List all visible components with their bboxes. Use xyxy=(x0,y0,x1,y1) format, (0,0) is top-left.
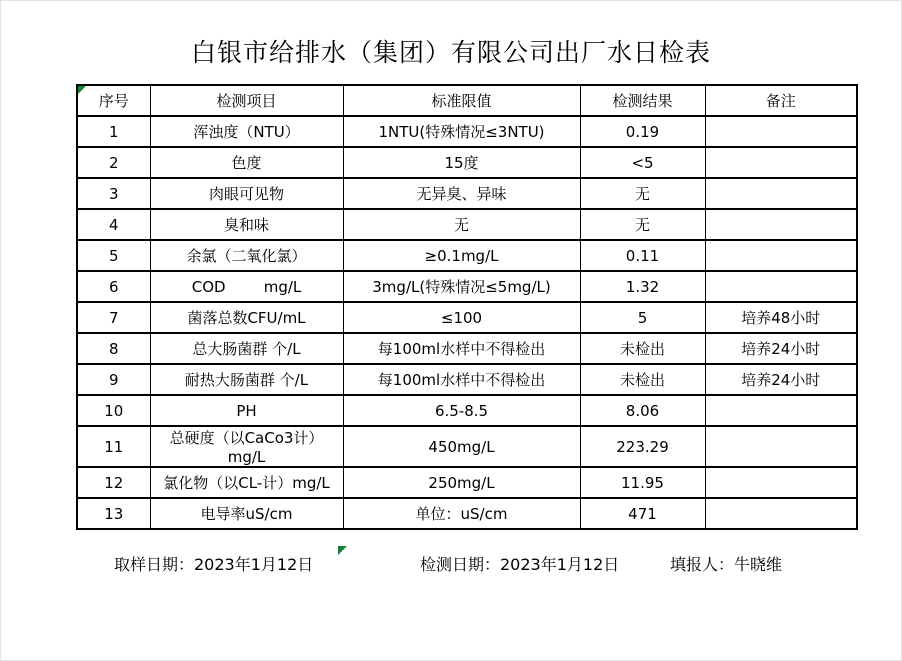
cell-item: 电导率uS/cm xyxy=(150,498,343,529)
table-row xyxy=(77,116,857,147)
cell-limit: 1NTU(特殊情况≤3NTU) xyxy=(343,116,580,147)
table-row xyxy=(77,147,857,178)
cell-note: 培养48小时 xyxy=(705,302,857,333)
column-header-limit: 标准限值 xyxy=(343,85,580,116)
cell-item: COD mg/L xyxy=(150,271,343,302)
cell-no: 1 xyxy=(77,116,150,147)
table-row xyxy=(77,426,857,467)
table-row xyxy=(77,271,857,302)
cell-no: 11 xyxy=(77,426,150,467)
table-header xyxy=(77,85,857,116)
cell-no: 13 xyxy=(77,498,150,529)
cell-result: 0.11 xyxy=(580,240,705,271)
cell-note xyxy=(705,426,857,467)
cell-no: 8 xyxy=(77,333,150,364)
cell-result: 未检出 xyxy=(580,364,705,395)
cell-item: 氯化物（以CL-计）mg/L xyxy=(150,467,343,498)
cell-limit: 450mg/L xyxy=(343,426,580,467)
table-row xyxy=(77,395,857,426)
cell-result: 未检出 xyxy=(580,333,705,364)
cell-note xyxy=(705,467,857,498)
table-row xyxy=(77,240,857,271)
cell-no: 3 xyxy=(77,178,150,209)
cell-limit: 15度 xyxy=(343,147,580,178)
cell-note xyxy=(705,178,857,209)
cell-limit: 3mg/L(特殊情况≤5mg/L) xyxy=(343,271,580,302)
table-row xyxy=(77,498,857,529)
inspection-table xyxy=(76,84,858,530)
cell-limit: 无 xyxy=(343,209,580,240)
cell-result: 0.19 xyxy=(580,116,705,147)
cell-no: 2 xyxy=(77,147,150,178)
column-header-item: 检测项目 xyxy=(150,85,343,116)
table-row xyxy=(77,467,857,498)
page-title: 白银市给排水（集团）有限公司出厂水日检表 xyxy=(190,38,711,67)
cell-note xyxy=(705,271,857,302)
cell-limit: 每100ml水样中不得检出 xyxy=(343,364,580,395)
cell-result: 5 xyxy=(580,302,705,333)
cell-result: 8.06 xyxy=(580,395,705,426)
cell-no: 12 xyxy=(77,467,150,498)
cell-item: 总大肠菌群 个/L xyxy=(150,333,343,364)
cell-note xyxy=(705,240,857,271)
cell-item: 余氯（二氧化氯） xyxy=(150,240,343,271)
filler-name-text: 填报人：牛晓维 xyxy=(670,555,783,574)
cell-result: 无 xyxy=(580,178,705,209)
cell-item: PH xyxy=(150,395,343,426)
cell-result: <5 xyxy=(580,147,705,178)
cell-result: 471 xyxy=(580,498,705,529)
sample-date-text: 取样日期：2023年1月12日 xyxy=(114,555,314,574)
table-row xyxy=(77,209,857,240)
cell-item: 菌落总数CFU/mL xyxy=(150,302,343,333)
cell-note xyxy=(705,498,857,529)
cell-no: 6 xyxy=(77,271,150,302)
column-header-no: 序号 xyxy=(77,85,150,116)
cell-no: 9 xyxy=(77,364,150,395)
cell-item: 色度 xyxy=(150,147,343,178)
cell-note xyxy=(705,116,857,147)
cell-result: 11.95 xyxy=(580,467,705,498)
cell-note xyxy=(705,147,857,178)
footer xyxy=(1,552,901,574)
column-header-result: 检测结果 xyxy=(580,85,705,116)
cell-result: 无 xyxy=(580,209,705,240)
cell-limit: 每100ml水样中不得检出 xyxy=(343,333,580,364)
table-row xyxy=(77,364,857,395)
cell-note xyxy=(705,209,857,240)
cell-note xyxy=(705,395,857,426)
cell-limit: 250mg/L xyxy=(343,467,580,498)
cell-limit: ≥0.1mg/L xyxy=(343,240,580,271)
cell-result: 1.32 xyxy=(580,271,705,302)
cell-item: 总硬度（以CaCo3计）mg/L xyxy=(150,426,343,467)
cell-item: 臭和味 xyxy=(150,209,343,240)
cell-no: 7 xyxy=(77,302,150,333)
cell-no: 5 xyxy=(77,240,150,271)
cell-note: 培养24小时 xyxy=(705,333,857,364)
cell-limit: ≤100 xyxy=(343,302,580,333)
cell-limit: 单位：uS/cm xyxy=(343,498,580,529)
cell-no: 4 xyxy=(77,209,150,240)
table-row xyxy=(77,178,857,209)
cell-item: 浑浊度（NTU） xyxy=(150,116,343,147)
column-header-note: 备注 xyxy=(705,85,857,116)
table-body xyxy=(77,116,857,529)
cell-note: 培养24小时 xyxy=(705,364,857,395)
cell-item: 耐热大肠菌群 个/L xyxy=(150,364,343,395)
table-row xyxy=(77,333,857,364)
test-date-text: 检测日期：2023年1月12日 xyxy=(420,555,620,574)
cell-no: 10 xyxy=(77,395,150,426)
table-row xyxy=(77,302,857,333)
header-row xyxy=(77,85,857,116)
cell-limit: 6.5-8.5 xyxy=(343,395,580,426)
cell-limit: 无异臭、异味 xyxy=(343,178,580,209)
cell-item: 肉眼可见物 xyxy=(150,178,343,209)
cell-result: 223.29 xyxy=(580,426,705,467)
